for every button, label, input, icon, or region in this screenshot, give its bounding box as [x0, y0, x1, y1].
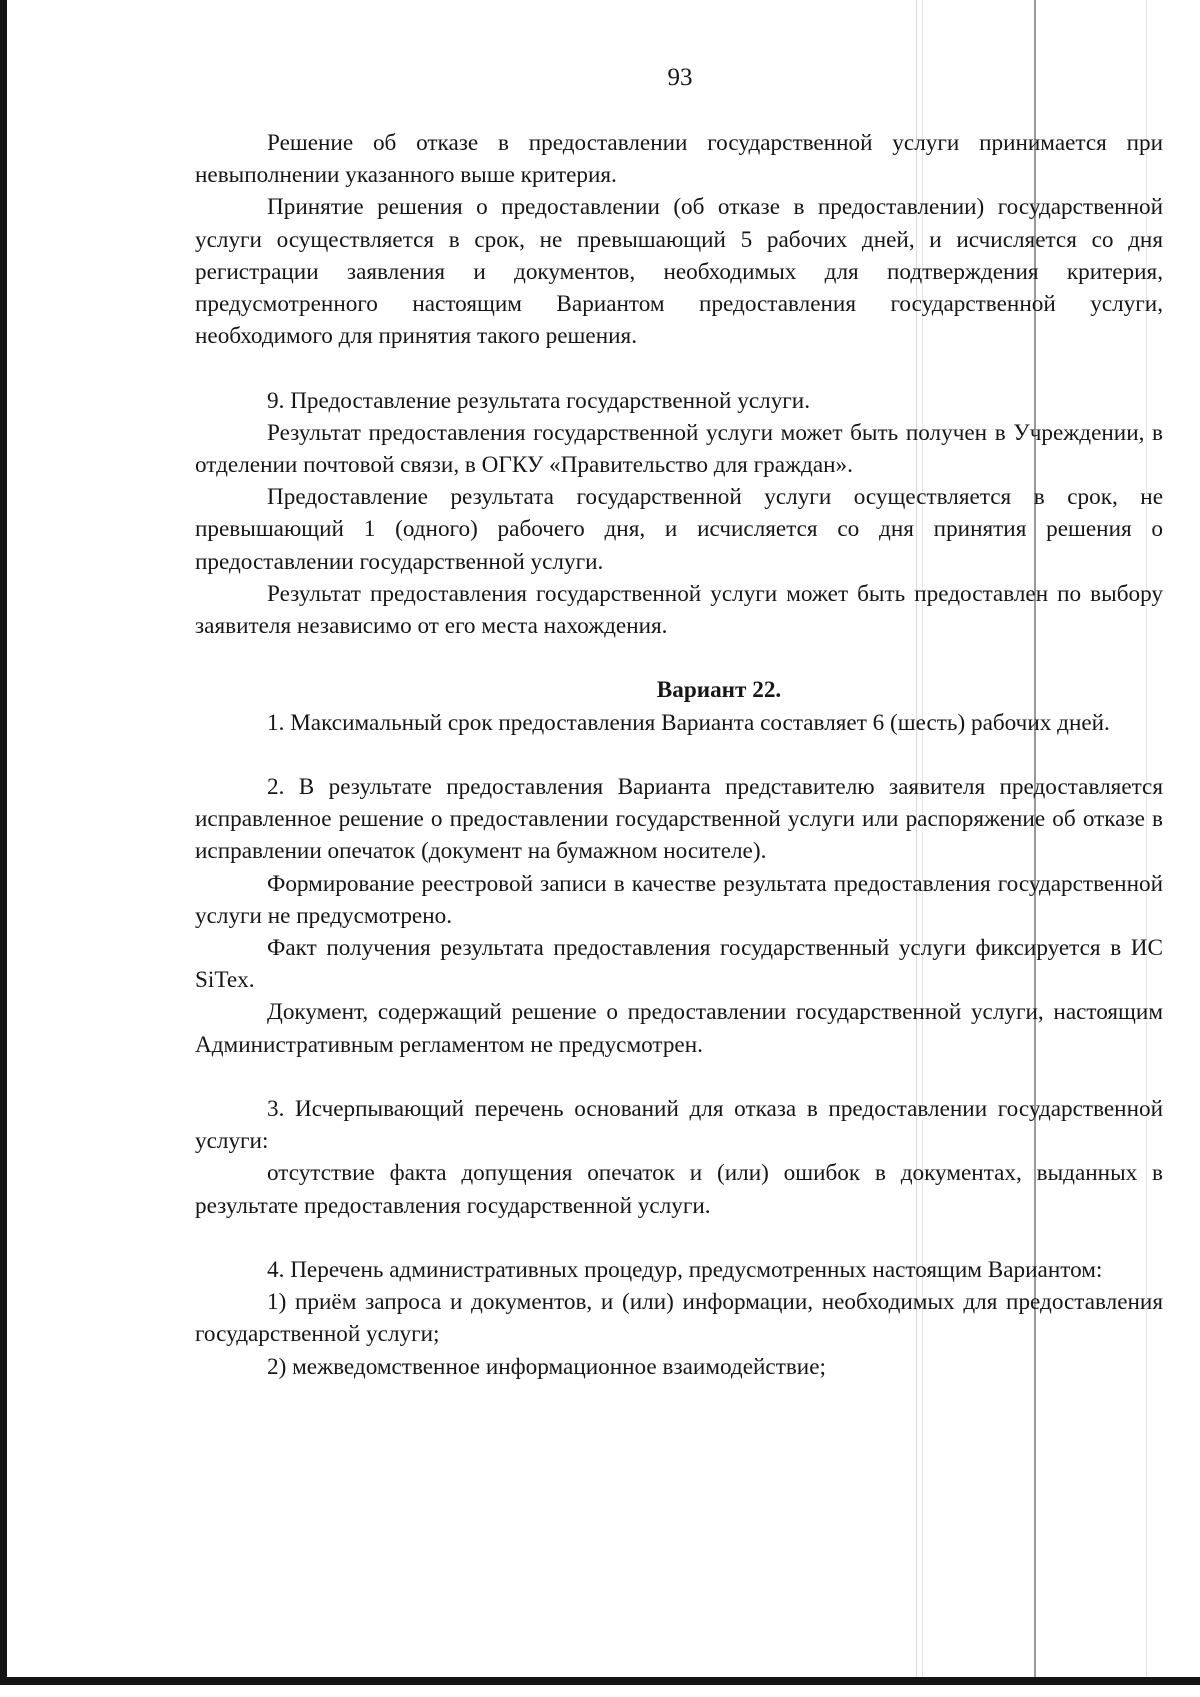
variant-item-3: 3. Исчерпывающий перечень оснований для отказа в предоставлении государственной услуги:	[195, 1096, 1163, 1155]
paragraph-refusal-decision: Решение об отказе в предоставлении государственной услуги принимается при невыполнении указанного выше критерия.	[195, 130, 1163, 189]
page-number: 93	[667, 64, 693, 91]
paragraph-result-delivery: Результат предоставления государственной услуги может быть получен в Учреждении, в отделении почтовой связи, в ОГКУ «Правительство для граждан».	[195, 419, 1163, 479]
section-9-title: 9. Предоставление результата государственной услуги.	[267, 387, 811, 414]
paragraph-result-deadline: Предоставление результата государственной услуги осуществляется в срок, не превышающий 1 (одного) рабочего дня, и исчисляется со дня принятия решения о предоставлении государственной услуги.	[195, 484, 1163, 575]
paragraph-result-location: Результат предоставления государственной услуги может быть предоставлен по выбору заявителя независимо от его места нахождения.	[195, 580, 1163, 640]
document-body	[195, 127, 1163, 1383]
paragraph-result-fixation: Факт получения результата предоставления государственный услуги фиксируется в ИС SiTex.	[195, 935, 1163, 994]
variant-item-2: 2. В результате предоставления Варианта представителю заявителя предоставляется исправленное решение о предоставлении государственной услуги или распоряжение об отказе в исправлении опечаток (документ на бумажном носителе).	[195, 774, 1163, 865]
scan-border-left	[0, 0, 7, 1684]
paragraph-decision-document: Документ, содержащий решение о предоставлении государственной услуги, настоящим Административным регламентом не предусмотрен.	[195, 999, 1163, 1058]
paragraph-refusal-grounds: отсутствие факта допущения опечаток и (или) ошибок в документах, выданных в результате предоставления государственной услуги.	[195, 1160, 1163, 1219]
variant-heading: Вариант 22.	[656, 677, 782, 704]
variant-item-4: 4. Перечень административных процедур, предусмотренных настоящим Вариантом:	[267, 1257, 1103, 1284]
procedure-item-1: 1) приём запроса и документов, и (или) информации, необходимых для предоставления государственной услуги;	[195, 1289, 1163, 1348]
paragraph-registry-record: Формирование реестровой записи в качестве результата предоставления государственной услуги не предусмотрено.	[195, 870, 1163, 929]
procedure-item-2: 2) межведомственное информационное взаимодействие;	[267, 1353, 826, 1380]
variant-item-1: 1. Максимальный срок предоставления Варианта составляет 6 (шесть) рабочих дней.	[267, 709, 1110, 736]
scan-border-bottom	[0, 1677, 1200, 1685]
paragraph-decision-deadline: Принятие решения о предоставлении (об отказе в предоставлении) государственной услуги осуществляется в срок, не превышающий 5 рабочих дней, и исчисляется со дня регистрации заявления и документов, необходимых для подтверждения критерия, предусмотренного настоящим Вариантом предоставления государственной услуги, необходимого для принятия такого решения.	[195, 194, 1163, 350]
